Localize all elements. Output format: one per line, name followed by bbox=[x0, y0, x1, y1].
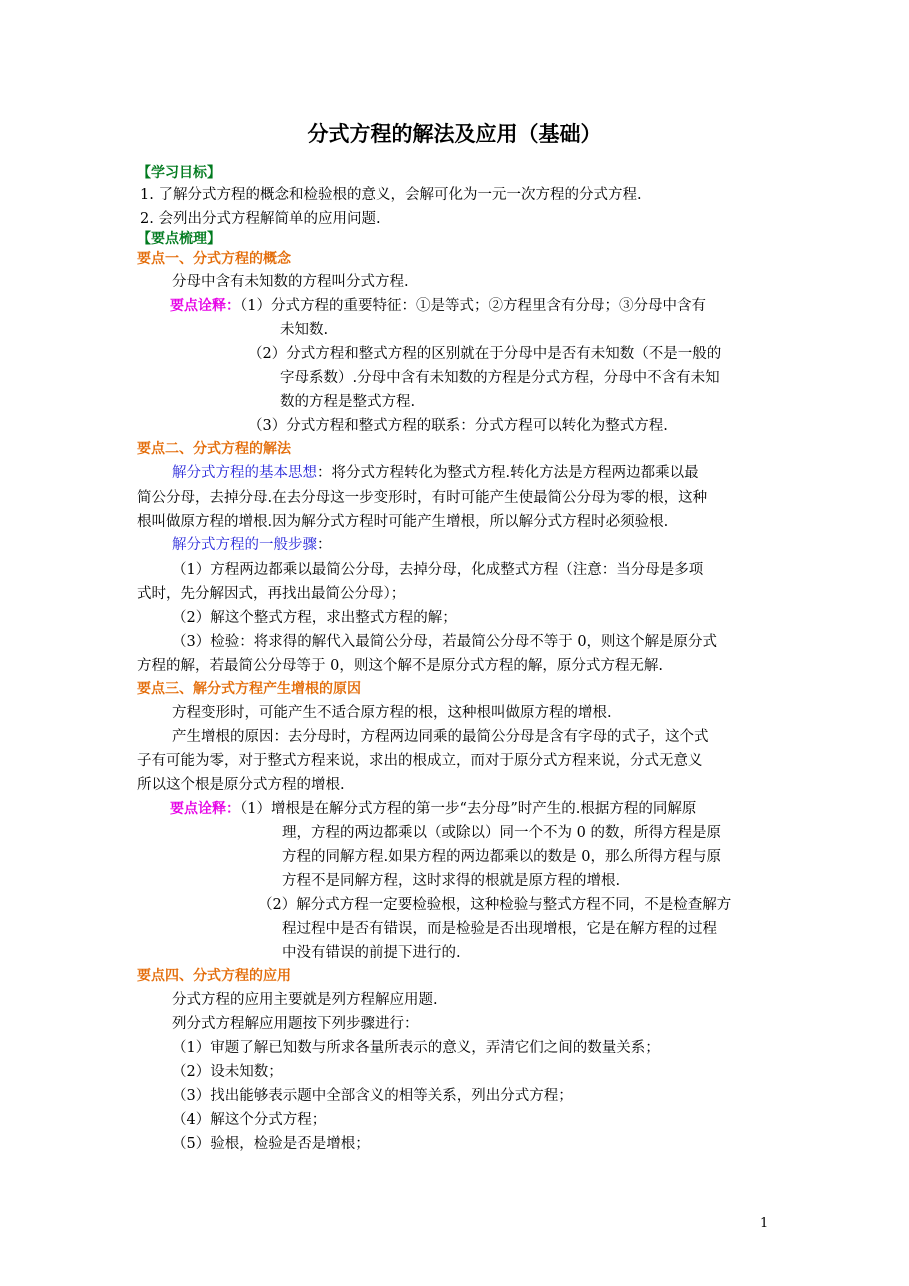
page-number: 1 bbox=[760, 1216, 769, 1231]
kp1-heading: 要点一、分式方程的概念 bbox=[137, 251, 291, 267]
kp3-note-2-cont-1: 程过程中是否有错误，而是检验是否出现增根，它是在解方程的过程 bbox=[282, 921, 717, 937]
kp4-step-4: （4）解这个分式方程； bbox=[172, 1112, 327, 1128]
kp2-steps-label: 解分式方程的一般步骤 bbox=[172, 537, 317, 553]
kp3-line-4: 所以这个根是原分式方程的增根. bbox=[137, 777, 345, 793]
kp3-note-2-cont-2: 中没有错误的前提下进行的. bbox=[282, 945, 461, 961]
kp3-heading: 要点三、解分式方程产生增根的原因 bbox=[137, 681, 361, 697]
kp3-line-3: 子有可能为零，对于整式方程来说，求出的根成立，而对于原分式方程来说，分式无意义 bbox=[137, 753, 703, 769]
kp2-step-3-cont: 方程的解，若最简公分母等于 0，则这个解不是原分式方程的解，原分式方程无解. bbox=[137, 658, 663, 674]
kp2-step-2: （2）解这个整式方程，求出整式方程的解； bbox=[172, 610, 457, 626]
kp2-heading: 要点二、分式方程的解法 bbox=[137, 441, 291, 457]
kp3-note-label: 要点诠释： bbox=[170, 801, 240, 817]
kp2-step-1: （1）方程两边都乘以最简公分母，去掉分母，化成整式方程（注意：当分母是多项 bbox=[172, 562, 704, 578]
kp3-note-1-cont-2: 方程的同解方程.如果方程的两边都乘以的数是 0，那么所得方程与原 bbox=[282, 849, 721, 865]
kp2-line-2: 简公分母，去掉分母.在去分母这一步变形时，有时可能产生使最简公分母为零的根，这种 bbox=[137, 490, 708, 506]
kp1-note-1 bbox=[170, 296, 706, 316]
kp1-note-2-cont-2: 数的方程是整式方程. bbox=[280, 394, 416, 410]
kp1-note-1-text: （1）分式方程的重要特征：①是等式；②方程里含有分母；③分母中含有 bbox=[240, 298, 706, 314]
kp4-step-3: （3）找出能够表示题中全部含义的相等关系，列出分式方程； bbox=[172, 1088, 573, 1104]
kp4-line-1: 分式方程的应用主要就是列方程解应用题. bbox=[172, 992, 438, 1008]
kp1-note-2-cont-1: 字母系数）.分母中含有未知数的方程是分式方程，分母中不含有未知 bbox=[280, 370, 720, 386]
section-goals-heading: 【学习目标】 bbox=[137, 165, 221, 181]
kp3-line-1: 方程变形时，可能产生不适合原方程的根，这种根叫做原方程的增根. bbox=[172, 705, 612, 721]
kp2-line-3: 根叫做原方程的增根.因为解分式方程时可能产生增根，所以解分式方程时必须验根. bbox=[137, 514, 669, 530]
kp1-note-1-cont: 未知数. bbox=[280, 322, 329, 338]
kp1-note-label: 要点诠释： bbox=[170, 298, 240, 314]
kp3-note-1 bbox=[170, 799, 696, 819]
section-points-heading: 【要点梳理】 bbox=[137, 231, 221, 247]
kp2-idea-line bbox=[172, 463, 699, 483]
kp2-idea-text: ：将分式方程转化为整式方程.转化方法是方程两边都乘以最 bbox=[317, 465, 699, 481]
kp4-step-2: （2）设未知数； bbox=[172, 1064, 283, 1080]
kp2-steps-line bbox=[172, 535, 332, 555]
kp3-note-1-cont-3: 方程不是同解方程，这时求得的根就是原方程的增根. bbox=[282, 873, 621, 889]
kp1-line: 分母中含有未知数的方程叫分式方程. bbox=[172, 274, 409, 290]
kp3-note-1-text: （1）增根是在解分式方程的第一步“去分母”时产生的.根据方程的同解原 bbox=[240, 801, 697, 817]
page-title: 分式方程的解法及应用（基础） bbox=[307, 122, 602, 146]
kp3-note-2: （2）解分式方程一定要检验根，这种检验与整式方程不同，不是检查解方 bbox=[258, 897, 732, 913]
kp4-line-2: 列分式方程解应用题按下列步骤进行： bbox=[172, 1016, 419, 1032]
kp2-steps-colon: ： bbox=[317, 537, 332, 553]
kp1-note-2: （2）分式方程和整式方程的区别就在于分母中是否有未知数（不是一般的 bbox=[248, 346, 722, 362]
kp2-step-3: （3）检验：将求得的解代入最简公分母，若最简公分母不等于 0，则这个解是原分式 bbox=[172, 634, 718, 650]
goal-item-1: 1. 了解分式方程的概念和检验根的意义，会解可化为一元一次方程的分式方程. bbox=[140, 187, 642, 203]
kp4-step-5: （5）验根，检验是否是增根； bbox=[172, 1136, 370, 1152]
kp2-step-1-cont: 式时，先分解因式，再找出最简公分母）； bbox=[137, 586, 406, 602]
kp4-step-1: （1）审题了解已知数与所求各量所表示的意义，弄清它们之间的数量关系； bbox=[172, 1040, 660, 1056]
kp4-heading: 要点四、分式方程的应用 bbox=[137, 968, 291, 984]
kp3-line-2: 产生增根的原因：去分母时，方程两边同乘的最简公分母是含有字母的式子，这个式 bbox=[172, 729, 709, 745]
kp1-note-3: （3）分式方程和整式方程的联系：分式方程可以转化为整式方程. bbox=[248, 418, 668, 434]
kp3-note-1-cont-1: 理，方程的两边都乘以（或除以）同一个不为 0 的数，所得方程是原 bbox=[282, 825, 721, 841]
kp2-idea-label: 解分式方程的基本思想 bbox=[172, 465, 317, 481]
goal-item-2: 2. 会列出分式方程解简单的应用问题. bbox=[140, 211, 381, 227]
